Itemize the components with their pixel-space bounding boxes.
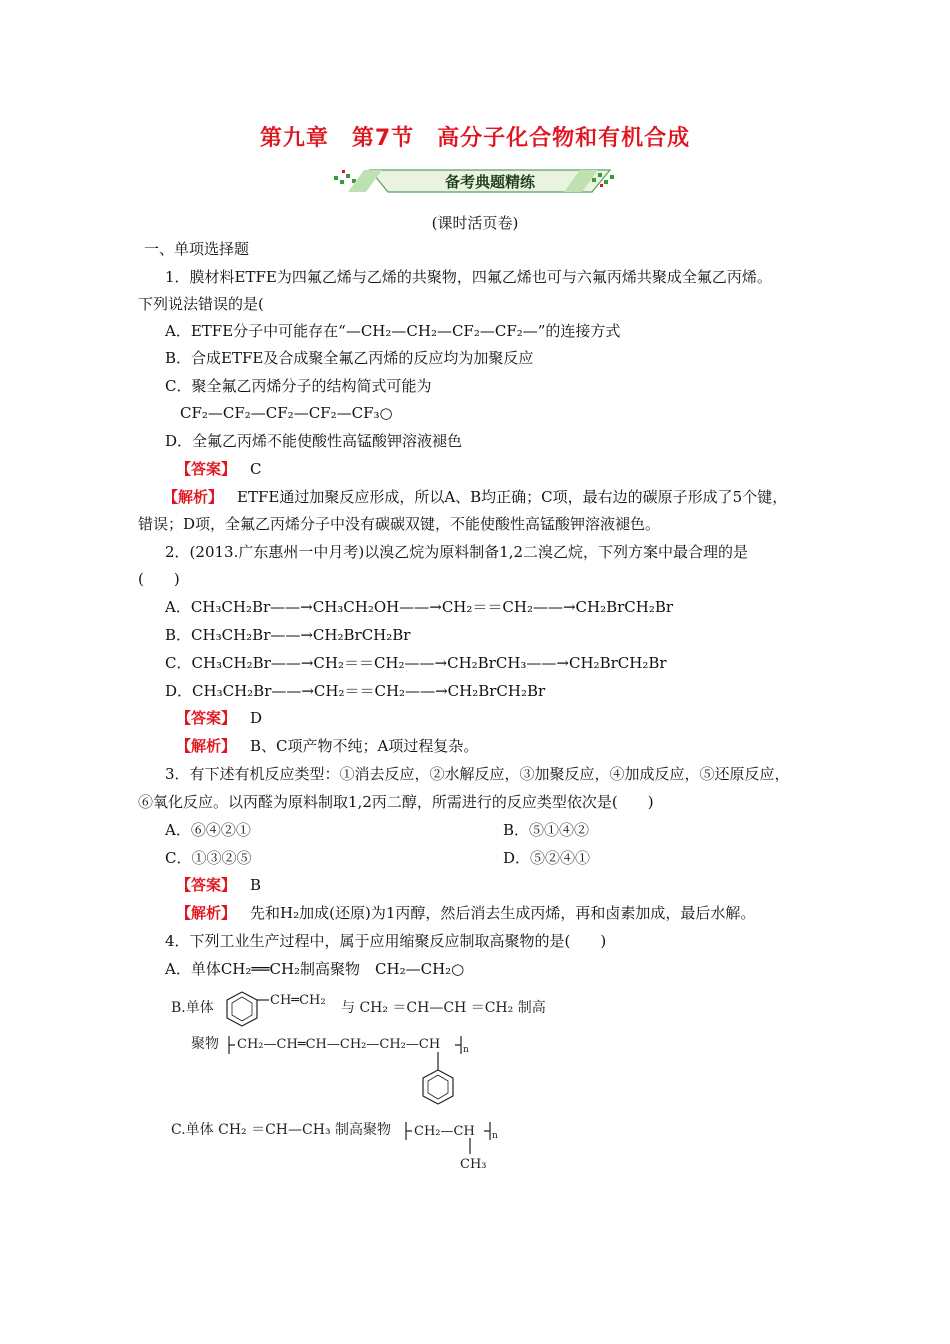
- q4-option-b-vinyl: CH═CH₂: [270, 993, 326, 1008]
- q1-analysis-line1: [163, 487, 787, 507]
- q3-analysis-line1: [176, 903, 755, 923]
- q2-stem-line2: ( ): [138, 570, 180, 588]
- q3-analysis-tag: 【解析】: [176, 904, 237, 922]
- q2-answer-row: [176, 708, 262, 728]
- q2-option-a: A．CH₃CH₂Br——→CH₃CH₂OH——→CH₂＝＝CH₂——→CH₂BrCH₂Br: [165, 598, 674, 616]
- subtitle: (课时活页卷): [431, 214, 519, 232]
- q4-option-b-n: n: [463, 1045, 469, 1055]
- q4-option-c-text: C.单体 CH₂ ＝CH—CH₃ 制高聚物: [171, 1122, 392, 1138]
- banner-dots-left: [334, 170, 356, 184]
- q3-option-d: D．⑤②④①: [503, 849, 591, 867]
- q4-option-b-poly-label: 聚物: [191, 1036, 219, 1052]
- q3-option-b: B．⑤①④②: [503, 821, 590, 839]
- q4-option-c-structure: [400, 1120, 530, 1180]
- q2-option-d: D．CH₃CH₂Br——→CH₂＝＝CH₂——→CH₂BrCH₂Br: [165, 682, 546, 700]
- q1-answer-tag: 【答案】: [176, 460, 237, 478]
- banner-label: 备考典题精练: [444, 173, 536, 191]
- q1-answer: C: [250, 460, 262, 478]
- q4-option-c-polymer: CH₂—CH: [414, 1124, 475, 1139]
- q4-option-c-n: n: [492, 1131, 498, 1141]
- q1-stem-line2: 下列说法错误的是(: [138, 295, 264, 313]
- right-bracket-icon: [484, 1122, 490, 1140]
- q2-analysis-tag: 【解析】: [176, 737, 237, 755]
- section-heading: 一、单项选择题: [144, 240, 250, 258]
- q3-option-c: C．①③②⑤: [165, 849, 252, 867]
- q1-option-a: A．ETFE分子中可能存在“—CH₂—CH₂—CF₂—CF₂—”的连接方式: [165, 322, 621, 340]
- q3-analysis-text: 先和H₂加成(还原)为1丙醇，然后消去生成丙烯，再和卤素加成，最后水解。: [250, 904, 756, 922]
- left-bracket-icon: [229, 1036, 235, 1054]
- q4-option-a: A．单体CH₂══CH₂制高聚物 CH₂—CH₂○: [165, 960, 465, 978]
- q1-analysis-text: ETFE通过加聚反应形成，所以A、B均正确；C项，最右边的碳原子形成了5个键，: [237, 488, 788, 506]
- q4-option-b-polymer: CH₂—CH═CH—CH₂—CH₂—CH: [237, 1037, 441, 1052]
- q2-answer-tag: 【答案】: [176, 709, 237, 727]
- q2-analysis-line1: [176, 736, 478, 756]
- q1-answer-row: [176, 459, 262, 479]
- q1-stem-line1: 1．膜材料ETFE为四氟乙烯与乙烯的共聚物，四氟乙烯也可与六氟丙烯共聚成全氟乙丙烯。: [165, 268, 772, 286]
- q1-option-d: D．全氟乙丙烯不能使酸性高锰酸钾溶液褪色: [165, 432, 463, 450]
- q2-option-c: C．CH₃CH₂Br——→CH₂＝＝CH₂——→CH₂BrCH₃——→CH₂BrCH₂Br: [165, 654, 667, 672]
- q3-answer-tag: 【答案】: [176, 876, 237, 894]
- q1-option-b: B．合成ETFE及合成聚全氟乙丙烯的反应均为加聚反应: [165, 349, 534, 367]
- q2-answer: D: [250, 709, 263, 727]
- right-bracket-icon: [455, 1036, 461, 1054]
- q1-option-c: C．聚全氟乙丙烯分子的结构简式可能为: [165, 377, 432, 395]
- q3-answer: B: [250, 876, 262, 894]
- q3-stem-line2: ⑥氧化反应。以丙醛为原料制取1,2丙二醇，所需进行的反应类型依次是( ): [138, 793, 654, 811]
- q4-stem: 4．下列工业生产过程中，属于应用缩聚反应制取高聚物的是( ): [165, 932, 607, 950]
- q4-option-b-prefix: B.单体: [171, 1000, 214, 1016]
- q4-option-b-monomer2: 与 CH₂ ＝CH—CH ＝CH₂ 制高: [341, 1000, 546, 1016]
- q1-analysis-tag: 【解析】: [163, 488, 224, 506]
- left-bracket-icon: [406, 1122, 412, 1140]
- section-banner: [330, 166, 620, 196]
- q2-stem-line1: 2．(2013.广东惠州一中月考)以溴乙烷为原料制备1,2二溴乙烷，下列方案中最合理的是: [165, 543, 749, 561]
- q2-option-b: B．CH₃CH₂Br——→CH₂BrCH₂Br: [165, 626, 411, 644]
- q1-option-c-formula: CF₂—CF₂—CF₂—CF₂—CF₃○: [180, 404, 393, 422]
- q1-analysis-line2: 错误；D项，全氟乙丙烯分子中没有碳碳双键，不能使酸性高锰酸钾溶液褪色。: [138, 515, 661, 533]
- chapter-title: 第九章 第7节 高分子化合物和有机合成: [259, 126, 691, 151]
- q2-analysis-text: B、C项产物不纯；A项过程复杂。: [250, 737, 479, 755]
- q3-answer-row: [176, 875, 261, 895]
- q3-option-a: A．⑥④②①: [165, 821, 251, 839]
- q4-option-c-methyl: CH₃: [460, 1157, 487, 1172]
- q3-stem-line1: 3．有下述有机反应类型：①消去反应，②水解反应，③加聚反应，④加成反应，⑤还原反应，: [165, 765, 790, 783]
